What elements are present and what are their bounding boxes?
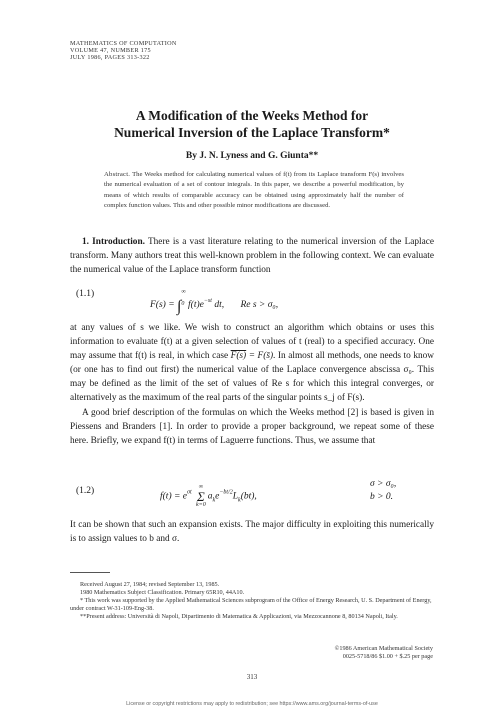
equation-body xyxy=(150,289,279,315)
footnotes xyxy=(70,581,434,621)
authors: By J. N. Lyness and G. Giunta** xyxy=(185,151,319,161)
journal-name: MATHEMATICS OF COMPUTATION xyxy=(70,40,177,47)
copyright-block xyxy=(260,645,433,661)
title-line-2: Numerical Inversion of the Laplace Transform* xyxy=(114,125,390,140)
eq2-exponent: σt xyxy=(186,489,192,496)
footnote-rule xyxy=(70,572,110,573)
footnote-support: * This work was supported by the Applied Mathematical Sciences subprogram of the Office of Energy Research, U. S. Department of Energy, under contract W-31-109-Eng-38. xyxy=(70,597,432,613)
equation-body xyxy=(160,484,257,509)
conjugate-lhs: F(s) xyxy=(230,351,247,362)
eq1-exponent: −st xyxy=(203,298,212,304)
intro-text-2b: . In almost all methods, one needs to know (or one has to find out first) the numerical value of the Laplace convergence abscissa σ₀. This may be defined as the limit of the set of values of Re s for which this integral converges, or alternatively as the maximum of the real parts of the singular points s_j of F(s). xyxy=(70,351,434,404)
journal-volume: VOLUME 47, NUMBER 175 xyxy=(70,47,151,54)
paper-title xyxy=(0,107,504,141)
copyright-line: ©1986 American Mathematical Society xyxy=(334,645,433,652)
integral-lower: 0 xyxy=(181,301,185,307)
intro-text-4: It can be shown that such an expansion exists. The major difficulty in exploiting this numerically is to assign values to b and σ. xyxy=(70,520,434,545)
eq2-lhs: f(t) = e xyxy=(160,491,187,502)
eq2-laguerre: L xyxy=(232,491,239,502)
eq2-conditions xyxy=(370,478,396,504)
journal-header xyxy=(70,40,177,61)
intro-paragraph-1 xyxy=(70,235,434,277)
footnote-address: **Present address: Università di Napoli, Dipartimento di Matematica & Applicazioni, via Mezzocannone 8, 80134 Napoli, Italy. xyxy=(80,613,398,621)
footnote-msc: 1980 Mathematics Subject Classification. Primary 65R10, 44A10. xyxy=(80,589,245,597)
eq2-exponent-2: −bt/2 xyxy=(219,489,233,496)
equation-1-1 xyxy=(70,289,434,315)
intro-text-1: There is a vast literature relating to the numerical inversion of the Laplace transform. Many authors treat this well-known problem in the following context. We can evaluate the numerical value of the Laplace transform function xyxy=(70,237,435,276)
intro-text-2a: at any values of s we like. We wish to construct an algorithm which obtains or uses this information to evaluate f(t) at a given selection of values of t (real) to a specified accuracy. One may assume that f(t) is real, in which case xyxy=(70,323,434,362)
summation xyxy=(196,484,206,509)
equation-number: (1.1) xyxy=(76,289,95,299)
sigma-icon: Σ xyxy=(196,489,205,504)
equation-1-2 xyxy=(70,478,434,508)
abstract-label: Abstract. xyxy=(104,171,131,178)
eq1-condition: Re s > σ₀, xyxy=(240,300,279,310)
title-line-1: A Modification of the Weeks Method for xyxy=(135,108,369,123)
eq2-arg: (bt), xyxy=(240,491,257,502)
price-line: 0025-5718/86 $1.00 + $.25 per page xyxy=(342,653,433,661)
eq1-integrand: f(t)e xyxy=(188,300,204,310)
eq2-coef-sub: k xyxy=(212,497,216,504)
intro-text-3: A good brief description of the formulas on which the Weeks method [2] is based is given in Piessens and Branders [1]. In order to provide a proper background, we repeat some of these here. Briefly, we expand f(t) in terms of Laguerre functions. Thus, we assume that xyxy=(70,407,434,446)
eq2-coef: a xyxy=(207,491,213,502)
license-notice: License or copyright restrictions may apply to redistribution; see https://www.ams.org/journal-terms-of-use xyxy=(126,701,378,707)
sum-upper: ∞ xyxy=(198,484,203,490)
integral-sign-icon: ∫ xyxy=(177,298,182,315)
footnote-received: Received August 27, 1984; revised September 13, 1985. xyxy=(80,581,220,588)
integral-upper: ∞ xyxy=(181,289,186,295)
eq2-condition-2: b > 0. xyxy=(370,492,394,502)
section-heading: 1. Introduction. xyxy=(82,237,145,247)
eq2-laguerre-sub: k xyxy=(238,497,241,504)
abstract-text: The Weeks method for calculating numerical values of f(t) from its Laplace transform F(s) involves the numerical evaluation of a set of contour integrals. In this paper, we describe a powerful modification, by means of which results of comparable accuracy can be obtained using approximately half the number of complex function values. This and other possible minor modifications are discussed. xyxy=(104,171,404,209)
eq2-exp-base: e xyxy=(215,491,220,502)
eq2-condition-1: σ > σ₀, xyxy=(370,479,397,489)
conjugate-rhs: = F(s̄) xyxy=(248,351,274,362)
eq1-lhs: F(s) = xyxy=(150,300,175,310)
page-number: 313 xyxy=(246,673,258,681)
intro-paragraph-2 xyxy=(70,321,434,448)
equation-number: (1.2) xyxy=(76,486,95,496)
abstract xyxy=(104,170,404,211)
sum-lower: k=0 xyxy=(196,502,206,508)
intro-paragraph-4 xyxy=(70,518,434,546)
eq1-dt: dt, xyxy=(214,300,225,310)
journal-date-pages: JULY 1986, PAGES 313-322 xyxy=(70,54,150,61)
